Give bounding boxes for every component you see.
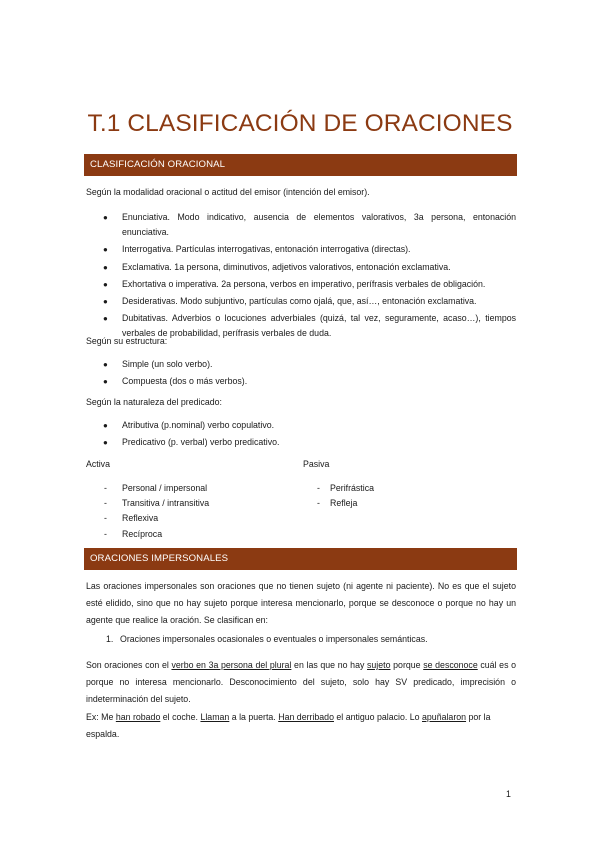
list-item: ● Atributiva (p.nominal) verbo copulativo.	[103, 418, 516, 433]
list-item: ● Desiderativas. Modo subjuntivo, partículas como ojalá, que, así…, entonación exclamativa.	[103, 294, 516, 309]
impersonales-description: Son oraciones con el verbo en 3a persona del plural en las que no hay sujeto porque se desconoce cuál es o porque no interesa mencionarlo. Desconocimiento del sujeto, solo hay SV predicado, imprecisión o indeterminación del sujeto.	[86, 660, 517, 704]
modalidad-list	[103, 210, 516, 344]
list-item: ● Exhortativa o imperativa. 2a persona, verbos en imperativo, perífrasis verbales de obligación.	[103, 277, 516, 292]
activa-label: Activa	[86, 459, 110, 469]
list-item: ● Predicativo (p. verbal) verbo predicativo.	[103, 435, 516, 450]
bullet-icon: ●	[103, 314, 108, 324]
list-item: ● Exclamativa. 1a persona, diminutivos, adjetivos valorativos, entonación exclamativa.	[103, 260, 516, 275]
list-item: - Perifrástica	[317, 483, 374, 493]
impersonales-item-1: 1. Oraciones impersonales ocasionales o eventuales o impersonales semánticas.	[106, 634, 428, 644]
list-item: ● Interrogativa. Partículas interrogativas, entonación interrogativa (directas).	[103, 242, 516, 257]
list-item: - Personal / impersonal	[104, 483, 208, 493]
predicado-label: Según la naturaleza del predicado:	[86, 397, 222, 407]
page-number: 1	[506, 789, 511, 799]
section-heading-clasificacion: CLASIFICACIÓN ORACIONAL	[84, 154, 517, 176]
impersonales-intro: Las oraciones impersonales son oraciones que no tienen sujeto (ni agente ni paciente). No es que el sujeto esté elidido, sino que no hay sujeto porque interesa mencionarlo, porque se desconoce o porque no hay un agente que realice la oración. Se clasifican en:	[86, 581, 516, 625]
bullet-icon: ●	[103, 213, 108, 222]
page-title: T.1 CLASIFICACIÓN DE ORACIONES	[87, 110, 513, 137]
list-item: ● Enunciativa. Modo indicativo, ausencia de elementos valorativos, 3a persona, entonación enunciativa.	[103, 212, 516, 238]
pasiva-list	[317, 481, 374, 511]
list-item: ● Dubitativas. Adverbios o locuciones adverbiales (quizá, tal vez, seguramente, acaso…), tiempos verbales de probabilidad, perífrasis verbales de duda.	[103, 313, 516, 339]
bullet-icon: ●	[103, 245, 108, 255]
list-item: ● Compuesta (dos o más verbos).	[103, 374, 516, 389]
bullet-icon: ●	[103, 421, 108, 430]
bullet-icon: ●	[103, 438, 108, 448]
predicado-list	[103, 418, 516, 452]
estructura-label: Según su estructura:	[86, 336, 168, 346]
bullet-icon: ●	[103, 377, 108, 387]
list-item: - Reflexiva	[104, 513, 159, 524]
section-heading-impersonales: ORACIONES IMPERSONALES	[84, 548, 517, 570]
activa-list	[104, 481, 209, 542]
impersonales-examples: Ex: Me han robado el coche. Llaman a la puerta. Han derribado el antiguo palacio. Lo apuñalaron por la espalda.	[86, 712, 491, 739]
list-item: - Recíproca	[104, 528, 163, 539]
estructura-list	[103, 357, 516, 391]
bullet-icon: ●	[103, 262, 108, 272]
list-item: - Transitiva / intransitiva	[104, 498, 210, 509]
modalidad-intro: Según la modalidad oracional o actitud del emisor (intención del emisor).	[86, 187, 370, 197]
list-item: ● Simple (un solo verbo).	[103, 357, 516, 372]
bullet-icon: ●	[103, 360, 108, 369]
bullet-icon: ●	[103, 297, 108, 307]
pasiva-label: Pasiva	[303, 459, 330, 469]
bullet-icon: ●	[103, 279, 108, 289]
list-item: - Refleja	[317, 498, 358, 509]
